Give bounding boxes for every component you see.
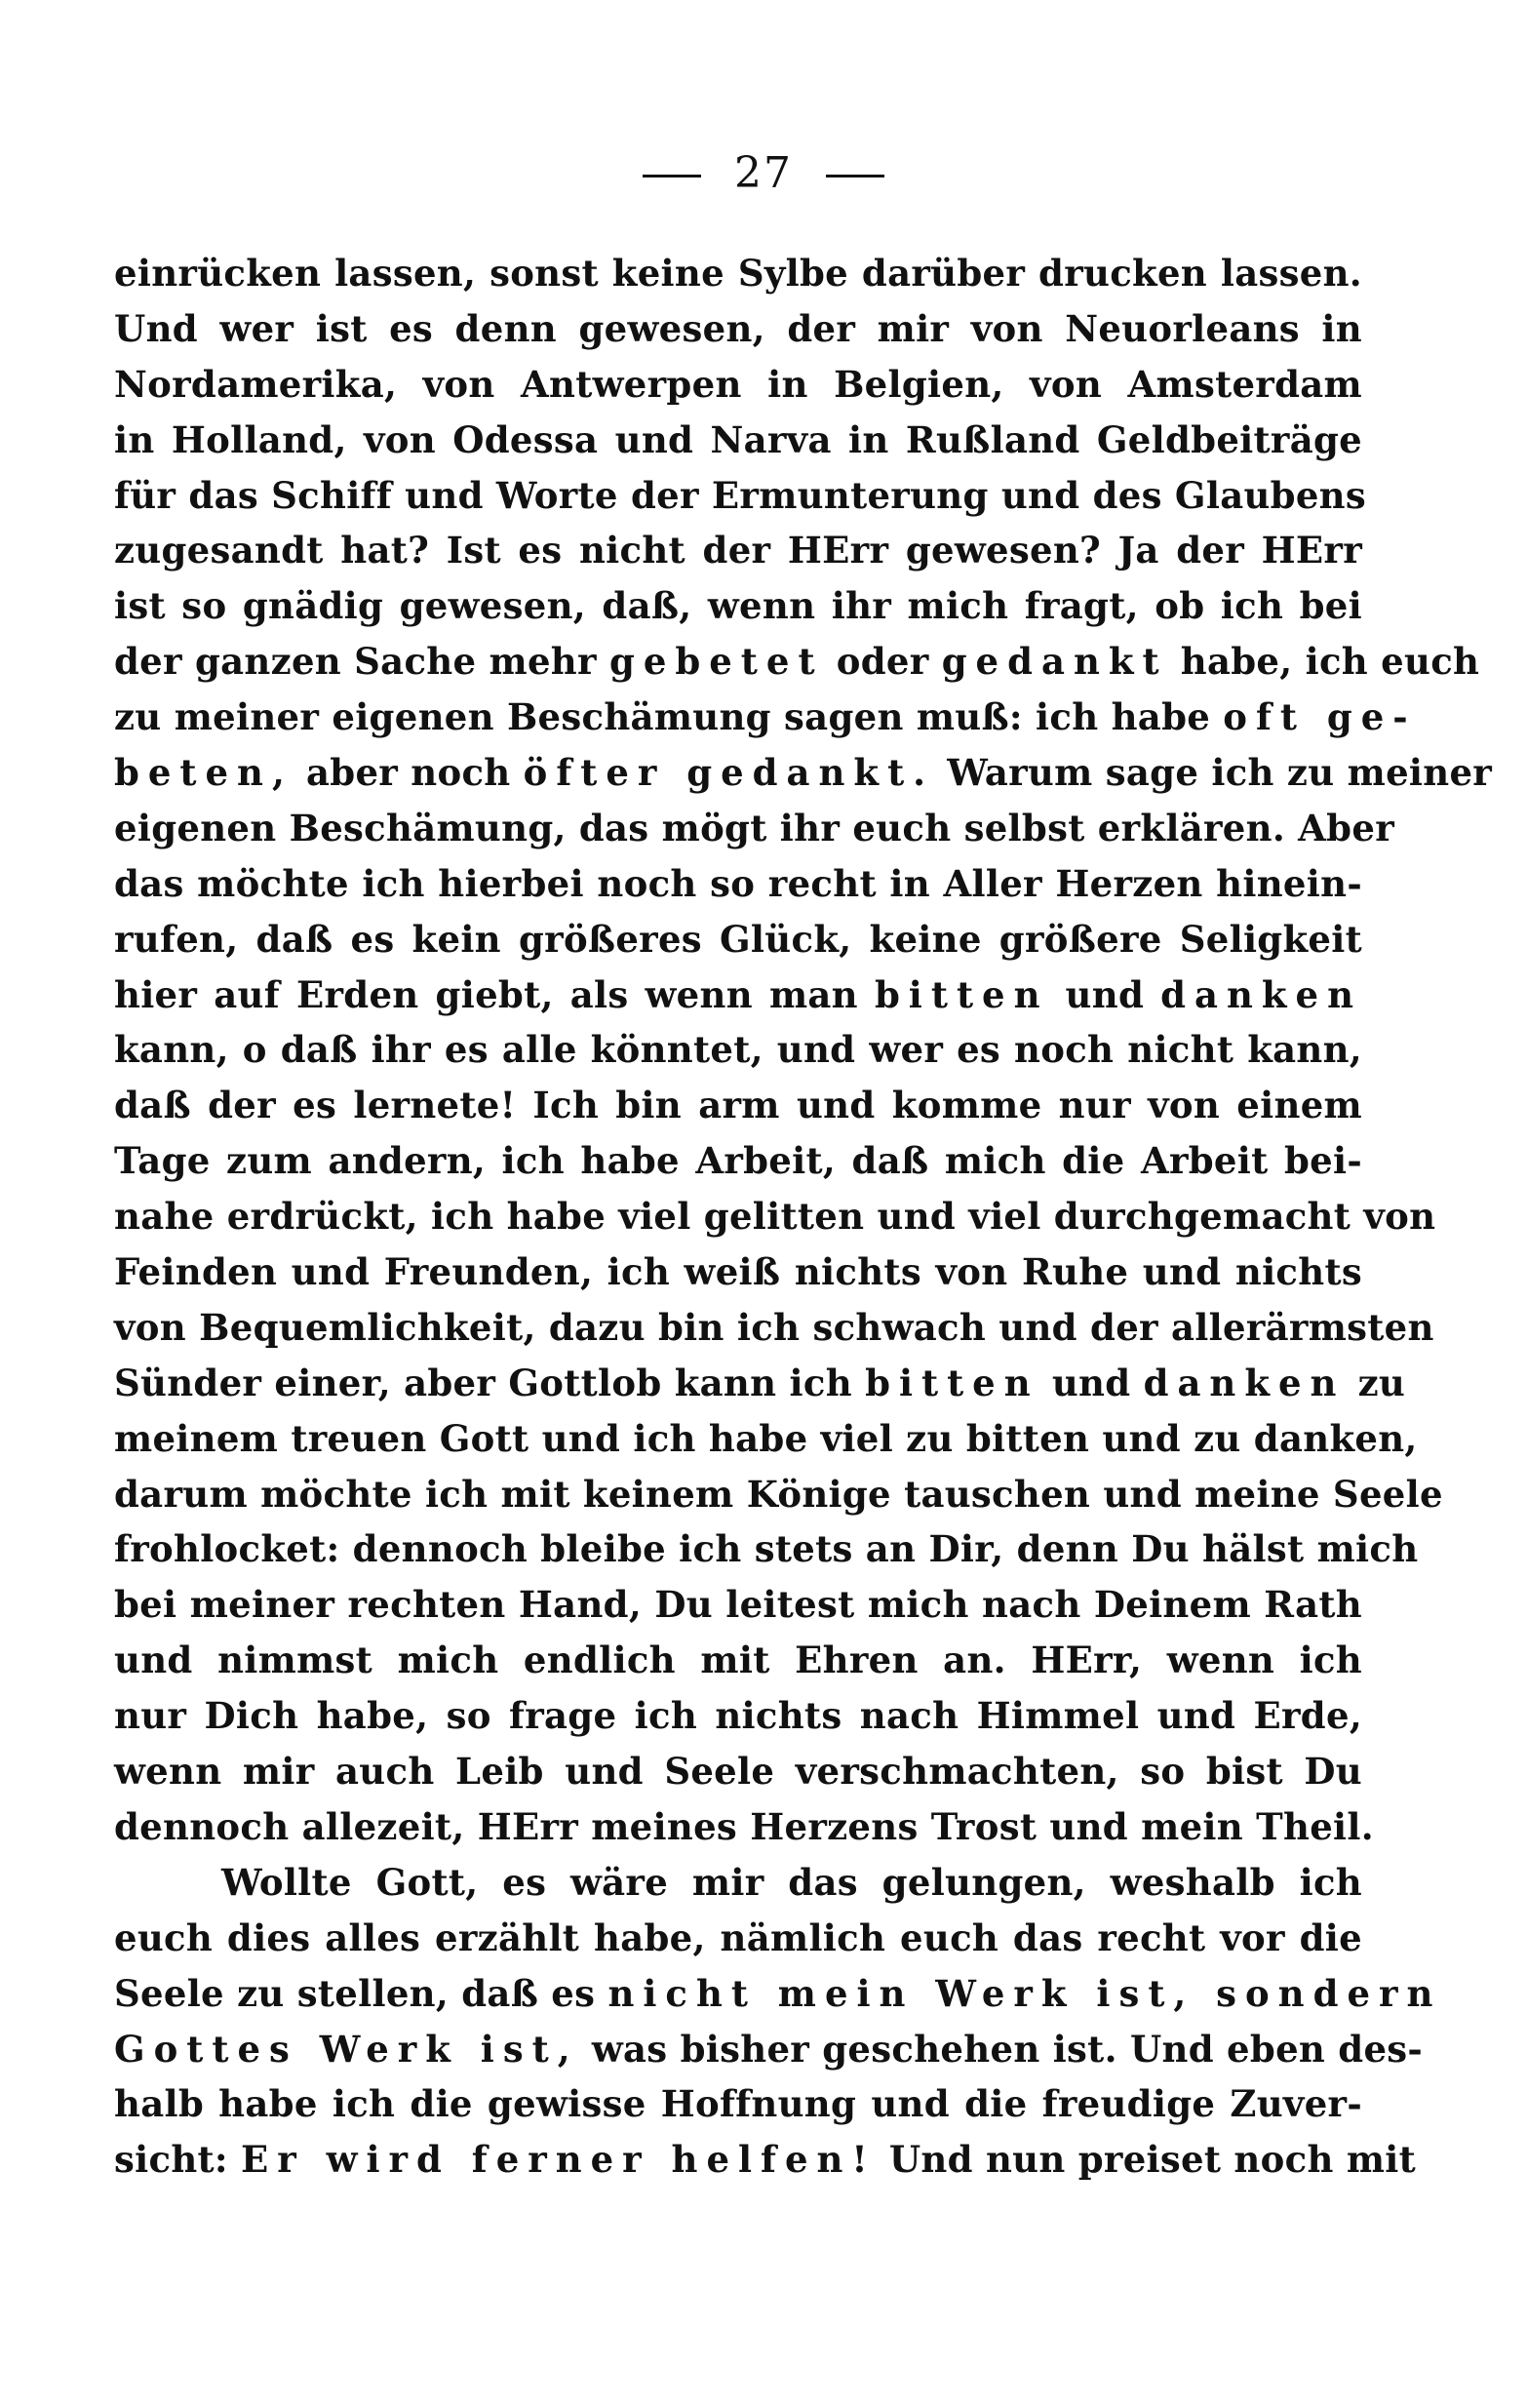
text-segment: daß der es lernete! Ich bin arm und komme nur von einem [114,1084,1362,1127]
paragraph [114,1855,1442,2188]
text-line [114,413,1362,468]
emphasized-text: gedankt [941,640,1168,684]
emphasized-text: beten, [114,751,294,795]
dash-left [643,175,701,178]
text-segment: Und wer ist es denn gewesen, der mir von Neuorleans in [114,306,1362,350]
body-text [114,246,1493,2188]
text-segment: eigenen Beschämung, das mögt ihr euch selbst erklären. Aber [114,806,1394,849]
text-segment: rufen, daß es kein größeres Glück, keine größere Seligkeit [114,917,1362,961]
text-line [114,967,1362,1023]
text-line [114,1911,1362,1966]
text-line [114,745,1493,801]
text-line [114,634,1480,690]
text-line [114,912,1362,967]
text-segment: was bisher geschehen ist. Und eben des- [578,2027,1424,2071]
text-segment: Und nun preiset noch mit [876,2138,1417,2182]
text-line [114,578,1362,634]
text-segment: darum möchte ich mit keinem Könige tauschen und meine Seele [114,1472,1443,1516]
text-line [114,2132,1417,2188]
text-line [114,523,1362,578]
text-line [114,1521,1419,1577]
text-line [114,1577,1362,1633]
text-segment: das möchte ich hierbei noch so recht in Aller Herzen hinein- [114,861,1362,905]
text-line [114,1133,1362,1189]
text-line [114,1411,1418,1467]
text-segment: Warum sage ich zu meiner [934,751,1493,795]
paragraph [114,246,1493,1855]
text-segment: kann, o daß ihr es alle könntet, und wer es noch nicht kann, [114,1028,1362,1072]
emphasized-text: oft ge- [1223,695,1417,739]
text-segment: ist so gnädig gewesen, daß, wenn ihr mich fragt, ob ich bei [114,584,1362,628]
emphasized-text: bitten [865,1361,1039,1404]
text-segment: euch dies alles erzählt habe, nämlich euch das recht vor die [114,1915,1362,1959]
text-segment: zu meiner eigenen Beschämung sagen muß: ich habe [114,695,1224,739]
text-segment: dennoch allezeit, HErr meines Herzens Trost und mein Theil. [114,1804,1374,1848]
text-segment: einrücken lassen, sonst keine Sylbe darüber drucken lassen. [114,252,1362,295]
text-segment: Tage zum andern, ich habe Arbeit, daß mich die Arbeit bei- [114,1139,1362,1183]
text-segment: Seele zu stellen, daß es [114,1971,608,2015]
emphasized-text: Er wird ferner helfen! [241,2138,877,2182]
text-segment: nahe erdrückt, ich habe viel gelitten und viel durchgemacht von [114,1195,1436,1239]
text-segment: Sünder einer, aber Gottlob kann ich [114,1361,866,1404]
text-line [114,1799,1374,1855]
text-line [114,1966,1442,2022]
emphasized-text: nicht mein Werk ist, sondern [607,1971,1442,2015]
text-line [114,856,1362,912]
text-segment: und nimmst mich endlich mit Ehren an. HErr, wenn ich [114,1638,1362,1682]
dash-right [826,175,884,178]
emphasized-text: danken [1160,972,1362,1016]
emphasized-text: gebetet [608,640,824,684]
page-number [0,148,1527,198]
text-segment: wenn mir auch Leib und Seele verschmachten, so bist Du [114,1750,1362,1794]
text-line [114,1022,1362,1078]
text-segment: Feinden und Freunden, ich weiß nichts von Ruhe und nichts [114,1250,1362,1294]
text-segment: frohlocket: dennoch bleibe ich stets an Dir, denn Du hälst mich [114,1527,1419,1571]
emphasized-text: bitten [874,972,1049,1016]
text-line [114,1078,1362,1133]
text-segment: oder [823,640,942,684]
text-line [114,1244,1362,1300]
emphasized-text: danken [1143,1361,1346,1404]
text-segment: Nordamerika, von Antwerpen in Belgien, von Amsterdam [114,362,1362,406]
text-segment: zugesandt hat? Ist es nicht der HErr gewesen? Ja der HErr [114,529,1362,572]
text-line [114,1189,1436,1244]
text-line [114,1744,1362,1799]
text-segment: und [1048,972,1161,1016]
text-segment: aber noch [293,751,524,795]
text-line [114,468,1367,524]
emphasized-text: Gottes Werk ist, [114,2027,579,2071]
text-segment: bei meiner rechten Hand, Du leitest mich nach Deinem Rath [114,1583,1362,1627]
text-segment: für das Schiff und Worte der Ermunterung und des Glaubens [114,473,1367,517]
text-segment: nur Dich habe, so frage ich nichts nach Himmel und Erde, [114,1694,1362,1738]
text-line [114,801,1394,856]
emphasized-text: öfter gedankt. [523,751,935,795]
text-segment: in Holland, von Odessa und Narva in Rußland Geldbeiträge [114,417,1362,461]
text-line [114,2076,1362,2132]
text-line [114,301,1362,357]
text-segment: hier auf Erden giebt, als wenn man [114,972,875,1016]
text-segment: sicht: [114,2138,242,2182]
text-line [114,1300,1434,1356]
text-line [114,357,1362,413]
text-segment: von Bequemlichkeit, dazu bin ich schwach und der allerärmsten [114,1305,1434,1349]
text-line [114,246,1362,301]
text-line [114,1633,1362,1688]
text-line [114,2022,1424,2077]
text-line [114,690,1417,745]
text-line [114,1356,1406,1411]
text-segment: Wollte Gott, es wäre mir das gelungen, weshalb ich [221,1860,1362,1904]
page-number-text: 27 [734,148,793,198]
text-line [114,1467,1443,1522]
text-segment: halb habe ich die gewisse Hoffnung und die freudige Zuver- [114,2082,1362,2126]
text-line [114,1855,1362,1911]
text-segment: und [1038,1361,1144,1404]
text-line [114,1688,1362,1744]
text-segment: meinem treuen Gott und ich habe viel zu bitten und zu danken, [114,1416,1418,1460]
text-segment: habe, ich euch [1167,640,1480,684]
text-segment: zu [1345,1361,1406,1404]
text-segment: der ganzen Sache mehr [114,640,609,684]
